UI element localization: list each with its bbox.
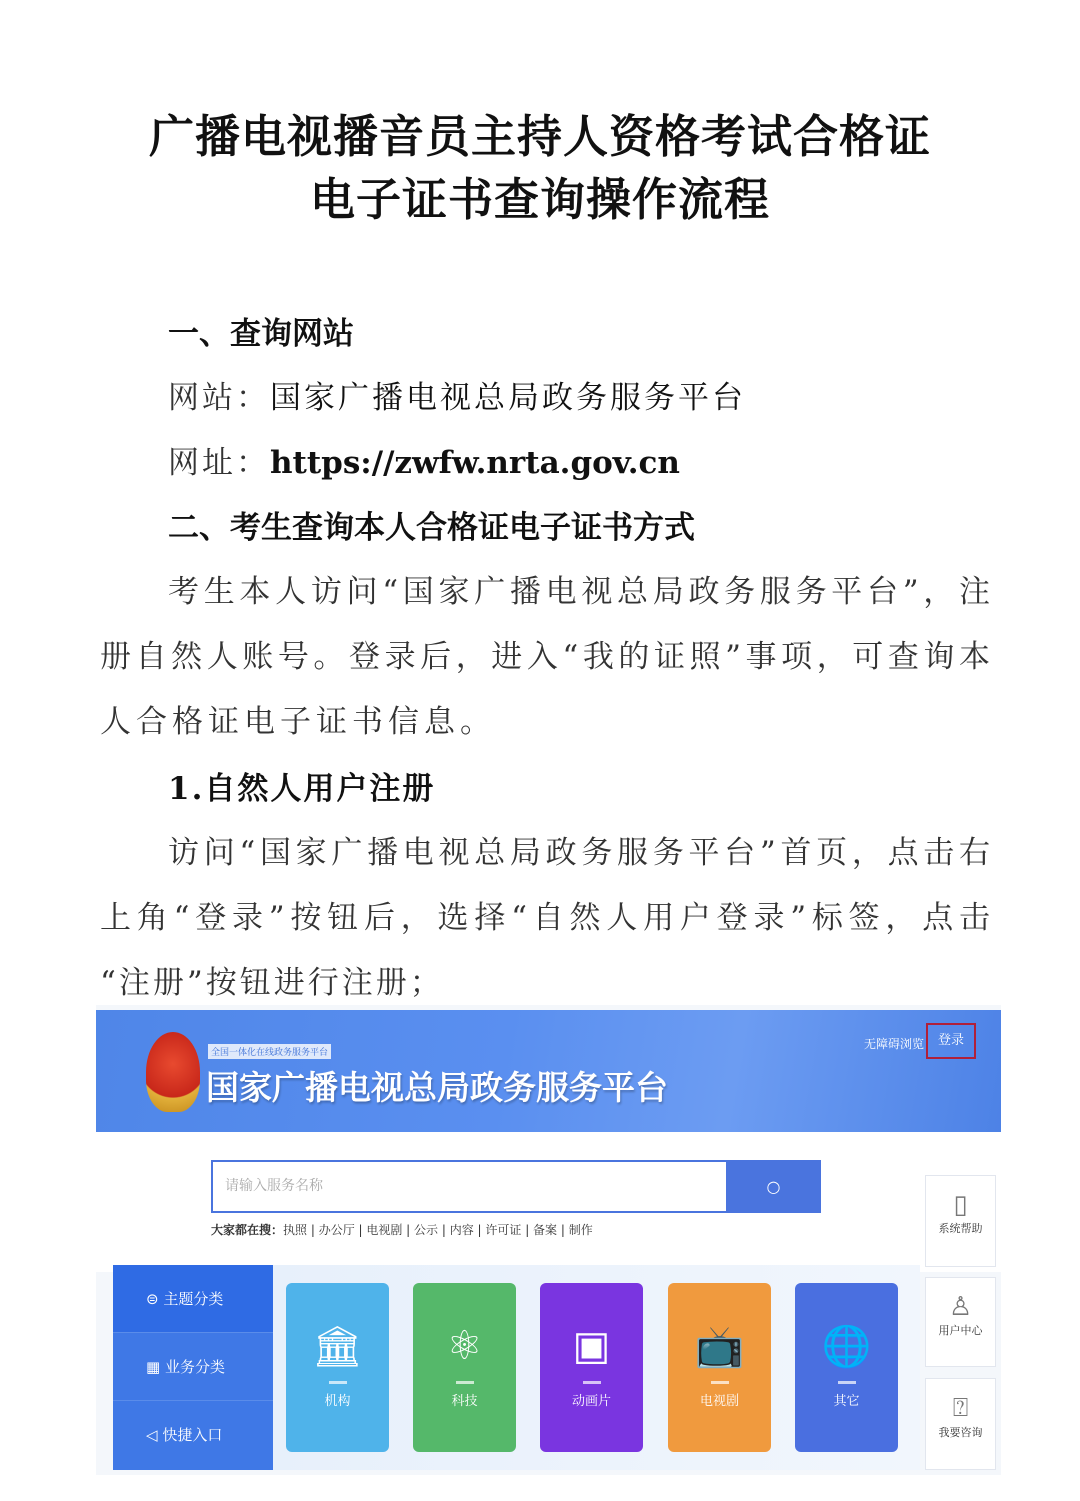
- search-button[interactable]: [726, 1160, 821, 1213]
- card-label: 电视剧: [699, 1394, 739, 1409]
- nav-label: 业务分类: [164, 1358, 225, 1376]
- section1-heading: 一、查询网站: [168, 316, 354, 352]
- card-technology[interactable]: [413, 1283, 516, 1452]
- message-alert-icon: ⍰: [952, 1393, 969, 1423]
- login-button[interactable]: 登录: [926, 1023, 976, 1059]
- card-label: 动画片: [571, 1394, 611, 1409]
- step1-heading: 1.自然人用户注册: [168, 771, 436, 807]
- doc-title-line2: 电子证书查询操作流程: [309, 173, 770, 226]
- site-value: 国家广播电视总局政务服务平台: [270, 380, 746, 416]
- card-label: 其它: [833, 1394, 860, 1409]
- side-consult-button[interactable]: [925, 1378, 996, 1470]
- card-other[interactable]: [795, 1283, 898, 1452]
- para-line: 访问“国家广播电视总局政务服务平台”首页，点击右: [168, 835, 990, 871]
- send-icon: ◁: [146, 1426, 163, 1444]
- card-institution[interactable]: [286, 1283, 389, 1452]
- side-label: 系统帮助: [938, 1222, 983, 1235]
- url-value[interactable]: https://zwfw.nrta.gov.cn: [270, 445, 680, 481]
- side-help-button[interactable]: [925, 1175, 996, 1267]
- side-label: 我要咨询: [938, 1426, 983, 1439]
- globe-icon: 🌐: [821, 1324, 872, 1370]
- hot-search: [211, 1221, 593, 1238]
- grid-icon: ▦: [146, 1358, 165, 1376]
- side-user-center-button[interactable]: [925, 1277, 996, 1367]
- para-line: 册自然人账号。登录后，进入“我的证照”事项，可查询本: [100, 639, 990, 675]
- url-label: 网址：: [168, 445, 270, 481]
- accessible-browse-link[interactable]: 无障碍浏览: [864, 1037, 925, 1051]
- site-brand: 国家广播电视总局政务服务平台: [206, 1068, 668, 1107]
- tv-icon: 📺: [694, 1324, 745, 1370]
- nav-label: 主题分类: [163, 1290, 224, 1308]
- category-nav: [113, 1265, 273, 1470]
- website-screenshot: [96, 1005, 1001, 1475]
- hot-label: 大家都在搜：: [211, 1223, 284, 1237]
- section2-heading: 二、考生查询本人合格证电子证书方式: [168, 510, 695, 546]
- para-line: 人合格证电子证书信息。: [100, 704, 496, 740]
- url-line: [168, 437, 680, 482]
- site-line: [168, 372, 746, 417]
- bank-icon: 🏛: [312, 1324, 363, 1370]
- national-emblem-icon: [146, 1032, 200, 1112]
- search-input[interactable]: 请输入服务名称: [211, 1160, 726, 1213]
- doc-title-line1: 广播电视播音员主持人资格考试合格证: [148, 110, 931, 163]
- platform-tag: 全国一体化在线政务服务平台: [208, 1044, 331, 1059]
- book-icon: ▯: [953, 1190, 968, 1220]
- list-icon: ⊜: [146, 1290, 164, 1308]
- nav-business[interactable]: [113, 1333, 273, 1401]
- nav-label: 快捷入口: [162, 1426, 223, 1444]
- para-line: 考生本人访问“国家广播电视总局政务服务平台”，注: [168, 574, 990, 610]
- para-line: “注册”按钮进行注册；: [100, 965, 444, 1001]
- video-icon: ▣: [572, 1323, 611, 1369]
- site-label: 网站：: [168, 380, 270, 416]
- card-label: 机构: [324, 1394, 351, 1409]
- user-icon: ♙: [948, 1292, 973, 1322]
- nav-theme[interactable]: [113, 1265, 273, 1333]
- nav-quick[interactable]: [113, 1401, 273, 1469]
- side-label: 用户中心: [938, 1324, 983, 1337]
- site-banner: [96, 1010, 1001, 1132]
- atom-icon: ⚛: [446, 1323, 483, 1369]
- card-animation[interactable]: [540, 1283, 643, 1452]
- para-line: 上角“登录”按钮后，选择“自然人用户登录”标签，点击: [100, 900, 990, 936]
- card-label: 科技: [451, 1394, 478, 1409]
- hot-terms[interactable]: 执照 | 办公厅 | 电视剧 | 公示 | 内容 | 许可证 | 备案 | 制作: [283, 1223, 593, 1237]
- search-icon: ○: [766, 1177, 781, 1196]
- category-cards: [273, 1265, 920, 1470]
- card-tv-drama[interactable]: [668, 1283, 771, 1452]
